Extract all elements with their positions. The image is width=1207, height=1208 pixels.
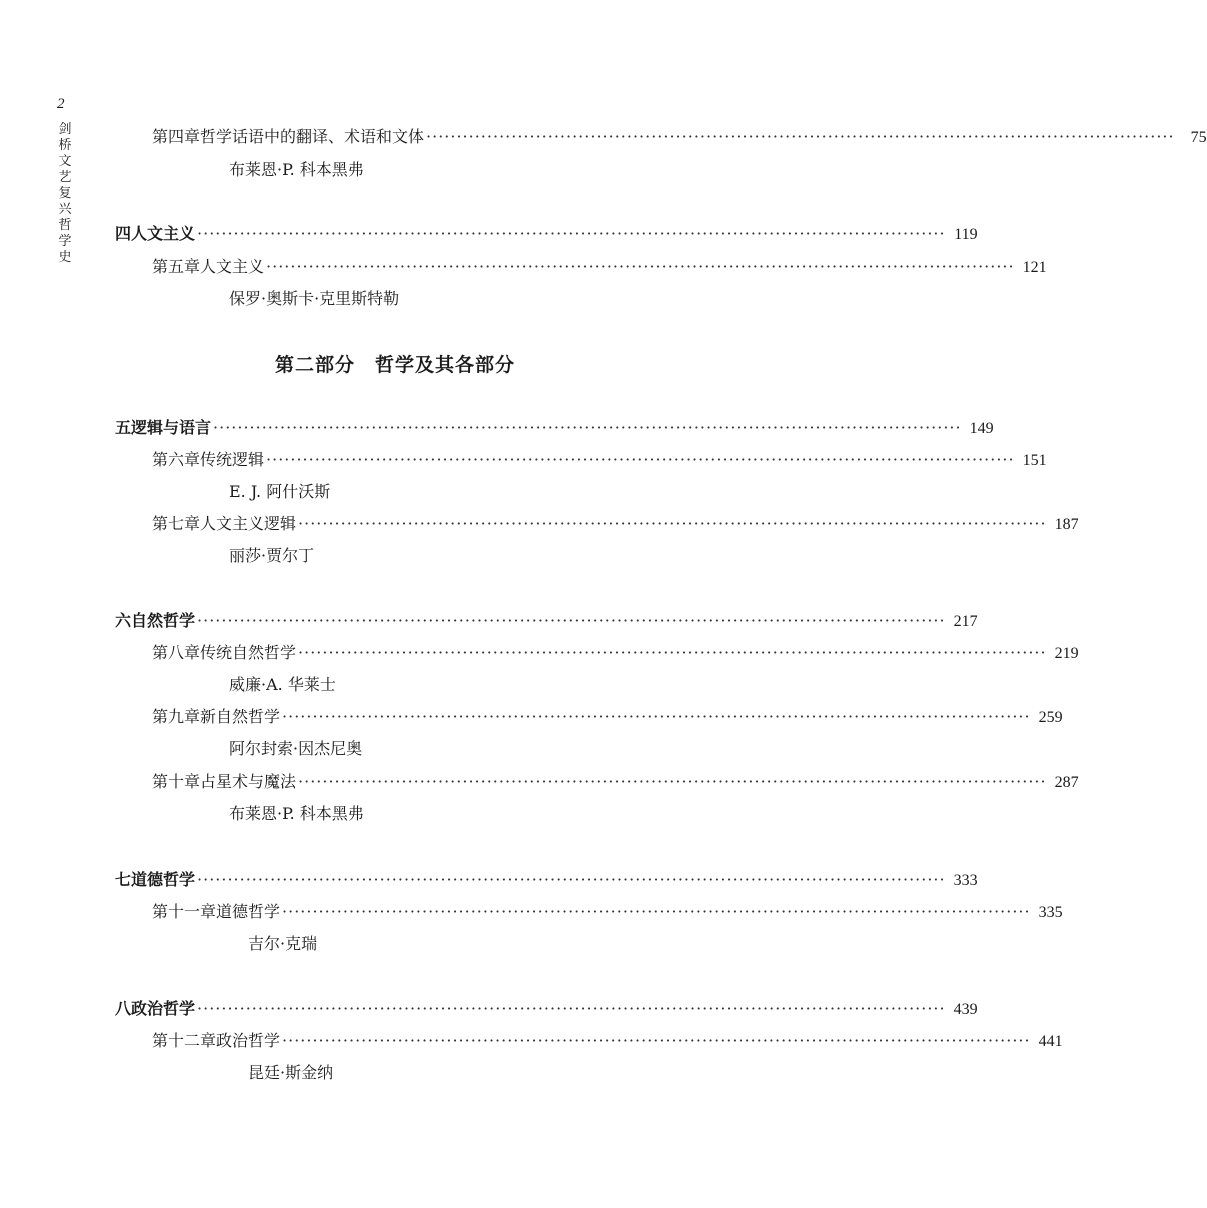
toc-chapter-10 [152, 771, 1079, 794]
dot-leader: ··························································································································· [213, 418, 962, 437]
dot-leader: ··························································································································· [266, 257, 1015, 276]
toc-chapter-4 [152, 126, 1207, 149]
toc-section-8 [115, 998, 978, 1021]
chapter-label: 第五章 [152, 257, 201, 276]
dot-leader: ··························································································································· [298, 514, 1047, 533]
chapter-author: 布莱恩·P. 科本黑弗 [229, 160, 364, 179]
toc-section-6 [115, 610, 978, 633]
toc-chapter-5 [152, 256, 1047, 279]
chapter-label: 第七章 [152, 514, 201, 533]
page-number: 2 [57, 96, 65, 112]
section-label: 七 [115, 870, 132, 889]
page-ref: 119 [954, 226, 978, 243]
page-ref: 151 [1022, 452, 1047, 469]
dot-leader: ··························································································································· [282, 1031, 1031, 1050]
toc-chapter-9 [152, 706, 1063, 729]
page-ref: 217 [953, 613, 978, 630]
chapter-label: 第十二章 [152, 1031, 217, 1050]
chapter-title: 传统逻辑 [200, 450, 265, 469]
toc-section-4 [115, 223, 978, 246]
page-ref: 439 [953, 1001, 978, 1018]
running-title: 剑桥文艺复兴哲学史 [58, 122, 72, 265]
page-ref: 75 [1190, 129, 1207, 146]
section-label: 六 [115, 611, 132, 630]
section-label: 五 [115, 418, 132, 437]
dot-leader: ··························································································································· [197, 611, 946, 630]
page-ref: 187 [1054, 516, 1079, 533]
toc-chapter-11 [152, 901, 1063, 924]
toc-chapter-8 [152, 642, 1079, 665]
dot-leader: ··························································································································· [197, 870, 946, 889]
chapter-label: 第九章 [152, 707, 201, 726]
toc-section-7 [115, 869, 978, 892]
section-title: 逻辑与语言 [131, 418, 212, 437]
chapter-title: 占星术与魔法 [200, 772, 297, 791]
part-title: 第二部分 哲学及其各部分 [274, 354, 515, 376]
toc-section-5 [115, 417, 994, 440]
section-label: 八 [115, 999, 132, 1018]
page-ref: 287 [1054, 774, 1079, 791]
chapter-author: 昆廷·斯金纳 [248, 1063, 334, 1082]
chapter-author: 威廉·A. 华莱士 [229, 675, 336, 694]
dot-leader: ··························································································································· [197, 999, 946, 1018]
chapter-author: E. J. 阿什沃斯 [229, 482, 331, 501]
dot-leader: ··························································································································· [298, 643, 1047, 662]
dot-leader: ··························································································································· [282, 707, 1031, 726]
chapter-title: 人文主义逻辑 [200, 514, 297, 533]
chapter-author: 吉尔·克瑞 [248, 934, 318, 953]
dot-leader: ··························································································································· [197, 224, 946, 243]
chapter-author: 丽莎·贾尔丁 [229, 546, 315, 565]
page-ref: 333 [953, 872, 978, 889]
chapter-title: 传统自然哲学 [200, 643, 297, 662]
toc-chapter-12 [152, 1030, 1063, 1053]
chapter-label: 第四章 [152, 127, 201, 146]
dot-leader: ··························································································································· [298, 772, 1047, 791]
section-title: 道德哲学 [131, 870, 196, 889]
section-title: 人文主义 [131, 224, 196, 243]
chapter-title: 哲学话语中的翻译、术语和文体 [200, 127, 425, 146]
chapter-label: 第十一章 [152, 902, 217, 921]
chapter-title: 新自然哲学 [200, 707, 281, 726]
chapter-label: 第十章 [152, 772, 201, 791]
page-ref: 121 [1022, 259, 1047, 276]
chapter-author: 保罗·奥斯卡·克里斯特勒 [229, 289, 400, 308]
dot-leader: ··························································································································· [426, 127, 1175, 146]
page-ref: 335 [1038, 904, 1063, 921]
section-title: 政治哲学 [131, 999, 196, 1018]
dot-leader: ··························································································································· [282, 902, 1031, 921]
page-ref: 441 [1038, 1033, 1063, 1050]
page-ref: 149 [969, 420, 994, 437]
chapter-title: 道德哲学 [216, 902, 281, 921]
chapter-title: 人文主义 [200, 257, 265, 276]
chapter-author: 布莱恩·P. 科本黑弗 [229, 804, 364, 823]
section-label: 四 [115, 224, 132, 243]
chapter-label: 第八章 [152, 643, 201, 662]
toc-chapter-6 [152, 449, 1047, 472]
dot-leader: ··························································································································· [266, 450, 1015, 469]
page-ref: 259 [1038, 709, 1063, 726]
chapter-author: 阿尔封索·因杰尼奥 [229, 739, 363, 758]
chapter-title: 政治哲学 [216, 1031, 281, 1050]
section-title: 自然哲学 [131, 611, 196, 630]
toc-chapter-7 [152, 513, 1079, 536]
chapter-label: 第六章 [152, 450, 201, 469]
page-ref: 219 [1054, 645, 1079, 662]
